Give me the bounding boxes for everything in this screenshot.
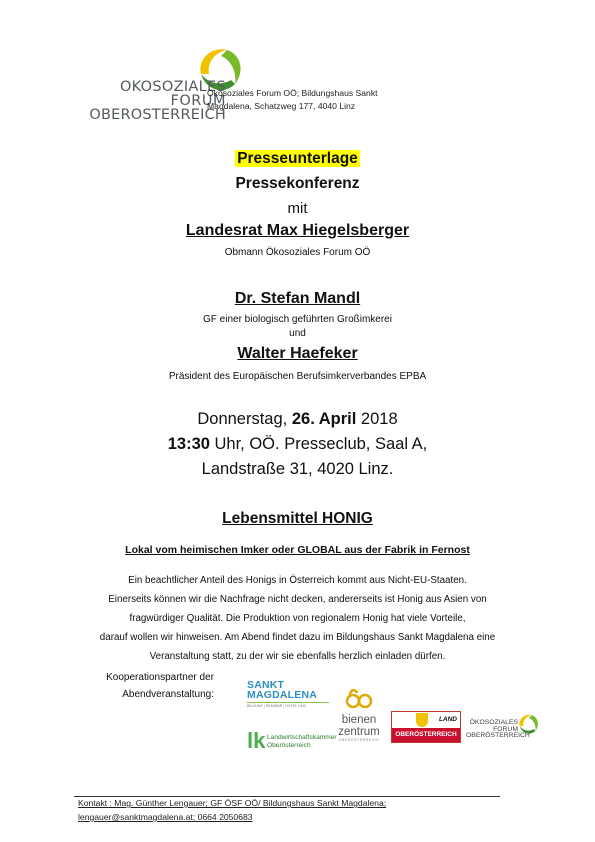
speaker-1-name: Landesrat Max Hiegelsberger — [185, 222, 410, 239]
lk-text — [267, 734, 337, 750]
sm-underline — [247, 702, 329, 703]
footer-divider — [74, 796, 500, 797]
sankt-magdalena-logo — [247, 680, 329, 708]
lk-line-1: Landwirtschaftskammer — [267, 734, 337, 741]
okosoziales-forum-small-logo — [466, 712, 544, 740]
logo-line-2: FORUM — [170, 93, 226, 109]
logo-line-3: OBEROSTERREICH — [89, 107, 226, 123]
body-line-2: Einerseits können wir die Nachfrage nicht decken, andererseits ist Honig aus Asien von — [108, 594, 487, 605]
body-line-4: darauf wollen wir hinweisen. Am Abend findet dazu im Bildungshaus Sankt Magdalena eine — [99, 632, 496, 643]
header-address — [207, 87, 427, 113]
sm-title-line-2: MAGDALENA — [247, 689, 318, 701]
land-oberoesterreich-logo — [391, 711, 461, 743]
address-line-2: Magdalena, Schatzweg 177, 4040 Linz — [207, 101, 356, 111]
logo-line-1: OKOSOZIALES — [119, 79, 226, 95]
bienenzentrum-logo — [330, 687, 388, 742]
sm-title — [247, 680, 329, 700]
of2-text — [466, 719, 530, 740]
time-bold: 13:30 — [167, 435, 210, 453]
sm-title-line-1: SANKT — [247, 679, 285, 691]
kooperation-line-1: Kooperationspartner der — [106, 672, 214, 683]
of2-line-2: FORUM — [493, 725, 518, 733]
footer-contact-line: Kontakt : Mag. Günther Lengauer; GF ÖSF OÖ/ Bildungshaus Sankt Magdalena; — [78, 798, 387, 808]
event-time-location — [0, 435, 595, 454]
speaker-3-role: Präsident des Europäischen Berufsimkerverbandes EPBA — [168, 371, 427, 382]
bz-line-2: zentrum — [338, 726, 380, 738]
speaker-1-role: Obmann Ökosoziales Forum OÖ — [224, 247, 371, 258]
address-line-1: Ökosoziales Forum OÖ; Bildungshaus Sankt — [207, 88, 378, 98]
body-line-1: Ein beachtlicher Anteil des Honigs in Österreich kommt aus Nicht-EU-Staaten. — [128, 575, 467, 586]
forum-small-mark-icon — [516, 712, 540, 736]
of2-line-3: OBERÖSTERREICH — [466, 732, 530, 739]
lk-mark: lk — [247, 728, 266, 753]
ooe-band-label: OBERÖSTERREICH — [392, 728, 460, 742]
time-suffix: Uhr, OÖ. Presseclub, Saal A, — [209, 435, 428, 453]
topic-subtitle: Lokal vom heimischen Imker oder GLOBAL aus der Fabrik in Fernost — [125, 544, 470, 556]
pressekonferenz-heading: Pressekonferenz — [235, 175, 360, 192]
ooe-crest-icon — [416, 713, 428, 727]
kooperation-line-2: Abendveranstaltung: — [122, 689, 214, 700]
document-type-heading — [0, 150, 595, 168]
bz-line-1: bienen — [341, 714, 377, 726]
und-label: und — [289, 328, 306, 339]
speaker-2-role: GF einer biologisch geführten Großimkerei — [203, 314, 392, 325]
presseunterlage-label: Presseunterlage — [237, 150, 358, 167]
topic-heading: Lebensmittel HONIG — [222, 510, 373, 527]
kooperation-label — [74, 669, 214, 703]
date-suffix: 2018 — [356, 410, 398, 428]
ooe-land-label: LAND — [438, 716, 457, 723]
lk-line-2: Oberösterreich — [267, 742, 311, 749]
date-prefix: Donnerstag, — [197, 410, 292, 428]
forum-logo-text — [66, 80, 226, 122]
event-address: Landstraße 31, 4020 Linz. — [201, 460, 394, 478]
date-bold: 26. April — [291, 410, 357, 428]
speaker-2-name: Dr. Stefan Mandl — [234, 290, 361, 307]
of2-line-1: ÖKOSOZIALES — [469, 719, 518, 726]
bz-tagline: OBERÖSTERREICH — [338, 738, 380, 742]
event-date — [0, 410, 595, 429]
footer-email-line[interactable]: lengauer@sanktmagdalena.at; 0664 2050683 — [78, 812, 253, 822]
mit-label: mit — [287, 200, 308, 217]
body-line-5: Veranstaltung statt, zu der wir sie ebenfalls herzlich einladen dürfen. — [149, 651, 446, 662]
bee-symbol-icon — [344, 687, 374, 709]
speaker-3-name: Walter Haefeker — [237, 345, 358, 362]
body-line-3: fragwürdiger Qualität. Die Produktion von regionalem Honig hat viele Vorteile, — [129, 613, 466, 624]
sm-tagline: BILDUNG | SEMINAR | HOTEL LINZ — [247, 704, 306, 708]
